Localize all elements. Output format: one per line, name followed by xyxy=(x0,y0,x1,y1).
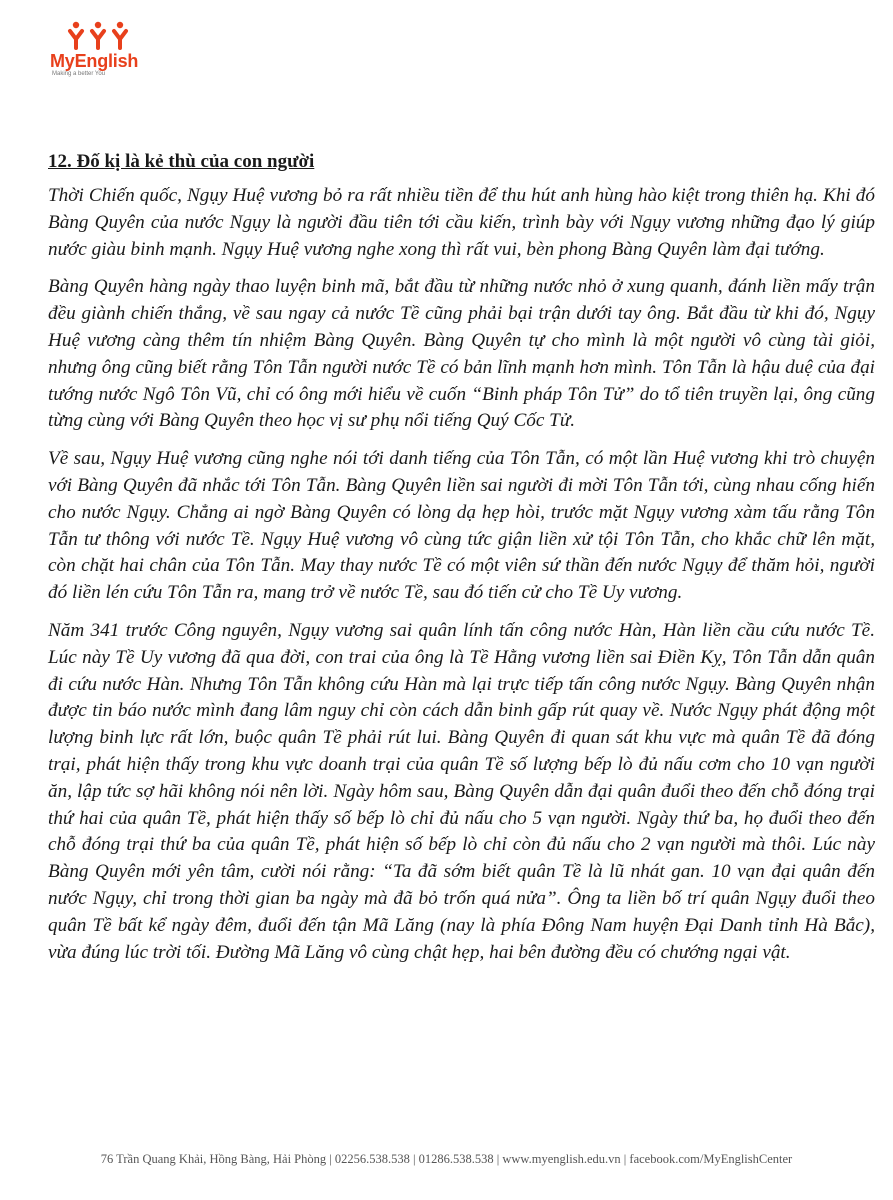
brand-logo xyxy=(50,20,150,95)
people-logo-icon xyxy=(67,20,129,50)
brand-name: MyEnglish xyxy=(50,51,139,71)
brand-tagline: Making a better You xyxy=(52,71,106,77)
section-heading: 12. Đố kị là kẻ thù của con người xyxy=(48,151,315,172)
paragraph: Về sau, Ngụy Huệ vương cũng nghe nói tới danh tiếng của Tôn Tẫn, có một lần Huệ vương khi trò chuyện với Bàng Quyên đã nhắc tới Tôn Tẫn. Bàng Quyên liền sai người đi mời Tôn Tẫn tới, cùng nhau cống hiến cho nước Ngụy. Chẳng ai ngờ Bàng Quyên có lòng dạ hẹp hòi, trước mặt Ngụy vương xàm tấu rằng Tôn Tẫn tư thông với nước Tề. Ngụy Huệ vương vô cùng tức giận liền xử tội Tôn Tẫn, cho khắc chữ lên mặt, còn chặt hai chân của Tôn Tẫn. May thay nước Tề có một viên sứ thần đến nước Ngụy để thăm hỏi, người đó liền lén cứu Tôn Tẫn ra, mang trở về nước Tề, sau đó tiến cử cho Tề Uy vương. xyxy=(48,448,875,604)
page-footer: 76 Trần Quang Khải, Hồng Bàng, Hải Phòng | 02256.538.538 | 01286.538.538 | www.myenglish.edu.vn | facebook.com/MyEnglishCenter xyxy=(100,1152,793,1166)
paragraph: Bàng Quyên hàng ngày thao luyện binh mã, bắt đầu từ những nước nhỏ ở xung quanh, đánh liền mấy trận đều giành chiến thắng, về sau ngay cả nước Tề cũng phải bại trận dưới tay ông. Bắt đầu từ khi đó, Ngụy Huệ vương càng thêm tín nhiệm Bàng Quyên. Bàng Quyên tự cho mình là một người vô cùng tài giỏi, nhưng ông cũng biết rằng Tôn Tẫn người nước Tề có bản lĩnh mạnh hơn mình. Tôn Tẫn là hậu duệ của đại tướng nước Ngô Tôn Vũ, chỉ có ông mới hiểu về cuốn “Binh pháp Tôn Tử” do tổ tiên truyền lại, ông cũng từng cùng với Bàng Quyên theo học vị sư phụ nổi tiếng Quý Cốc Tử. xyxy=(48,276,875,432)
paragraph: Năm 341 trước Công nguyên, Ngụy vương sai quân lính tấn công nước Hàn, Hàn liền cầu cứu nước Tề. Lúc này Tề Uy vương đã qua đời, con trai của ông là Tề Hằng vương liền sai Điền Kỵ, Tôn Tẫn dẫn quân đi cứu nước Hàn. Nhưng Tôn Tẫn không cứu Hàn mà lại trực tiếp tấn công nước Ngụy. Bàng Quyên nhận được tin báo nước mình đang lâm nguy chỉ còn cách dẫn binh gấp rút quay về. Nước Ngụy phát động một lượng binh lực rất lớn, buộc quân Tề phải rút lui. Bàng Quyên đi quan sát khu vực mà quân Tề đã đóng trại, phát hiện thấy trong khu vực doanh trại của quân Tề số lượng bếp lò đủ nấu cơm cho 10 vạn người ăn, lập tức sợ hãi không nói nên lời. Ngày hôm sau, Bàng Quyên dẫn đại quân đuổi theo đến chỗ đóng trại thứ hai của quân Tề, phát hiện thấy số bếp lò chỉ đủ nấu cho 5 vạn người. Ngày thứ ba, họ đuổi theo đến chỗ đóng trại thứ ba của quân Tề, phát hiện số bếp lò chỉ còn đủ nấu cho 2 vạn người mà thôi. Lúc này Bàng Quyên mới yên tâm, cười nói rằng: “Ta đã sớm biết quân Tề là lũ nhát gan. 10 vạn đại quân đến nước Ngụy, chỉ trong thời gian ba ngày mà đã bỏ trốn quá nửa”. Ông ta liền bố trí quân Ngụy đuổi theo quân Tề bất kể ngày đêm, đuổi đến tận Mã Lăng (nay là phía Đông Nam huyện Đại Danh tỉnh Hà Bắc), vừa đúng lúc trời tối. Đường Mã Lăng vô cùng chật hẹp, hai bên đường đều có chướng ngại vật. xyxy=(48,619,875,963)
document-body xyxy=(48,150,875,977)
paragraph: Thời Chiến quốc, Ngụy Huệ vương bỏ ra rất nhiều tiền để thu hút anh hùng hào kiệt trong thiên hạ. Khi đó Bàng Quyên của nước Ngụy là người đầu tiên tới cầu kiến, trình bày với Ngụy vương những đạo lý giúp nước giàu binh mạnh. Ngụy Huệ vương nghe xong thì rất vui, bèn phong Bàng Quyên làm đại tướng. xyxy=(48,185,875,260)
